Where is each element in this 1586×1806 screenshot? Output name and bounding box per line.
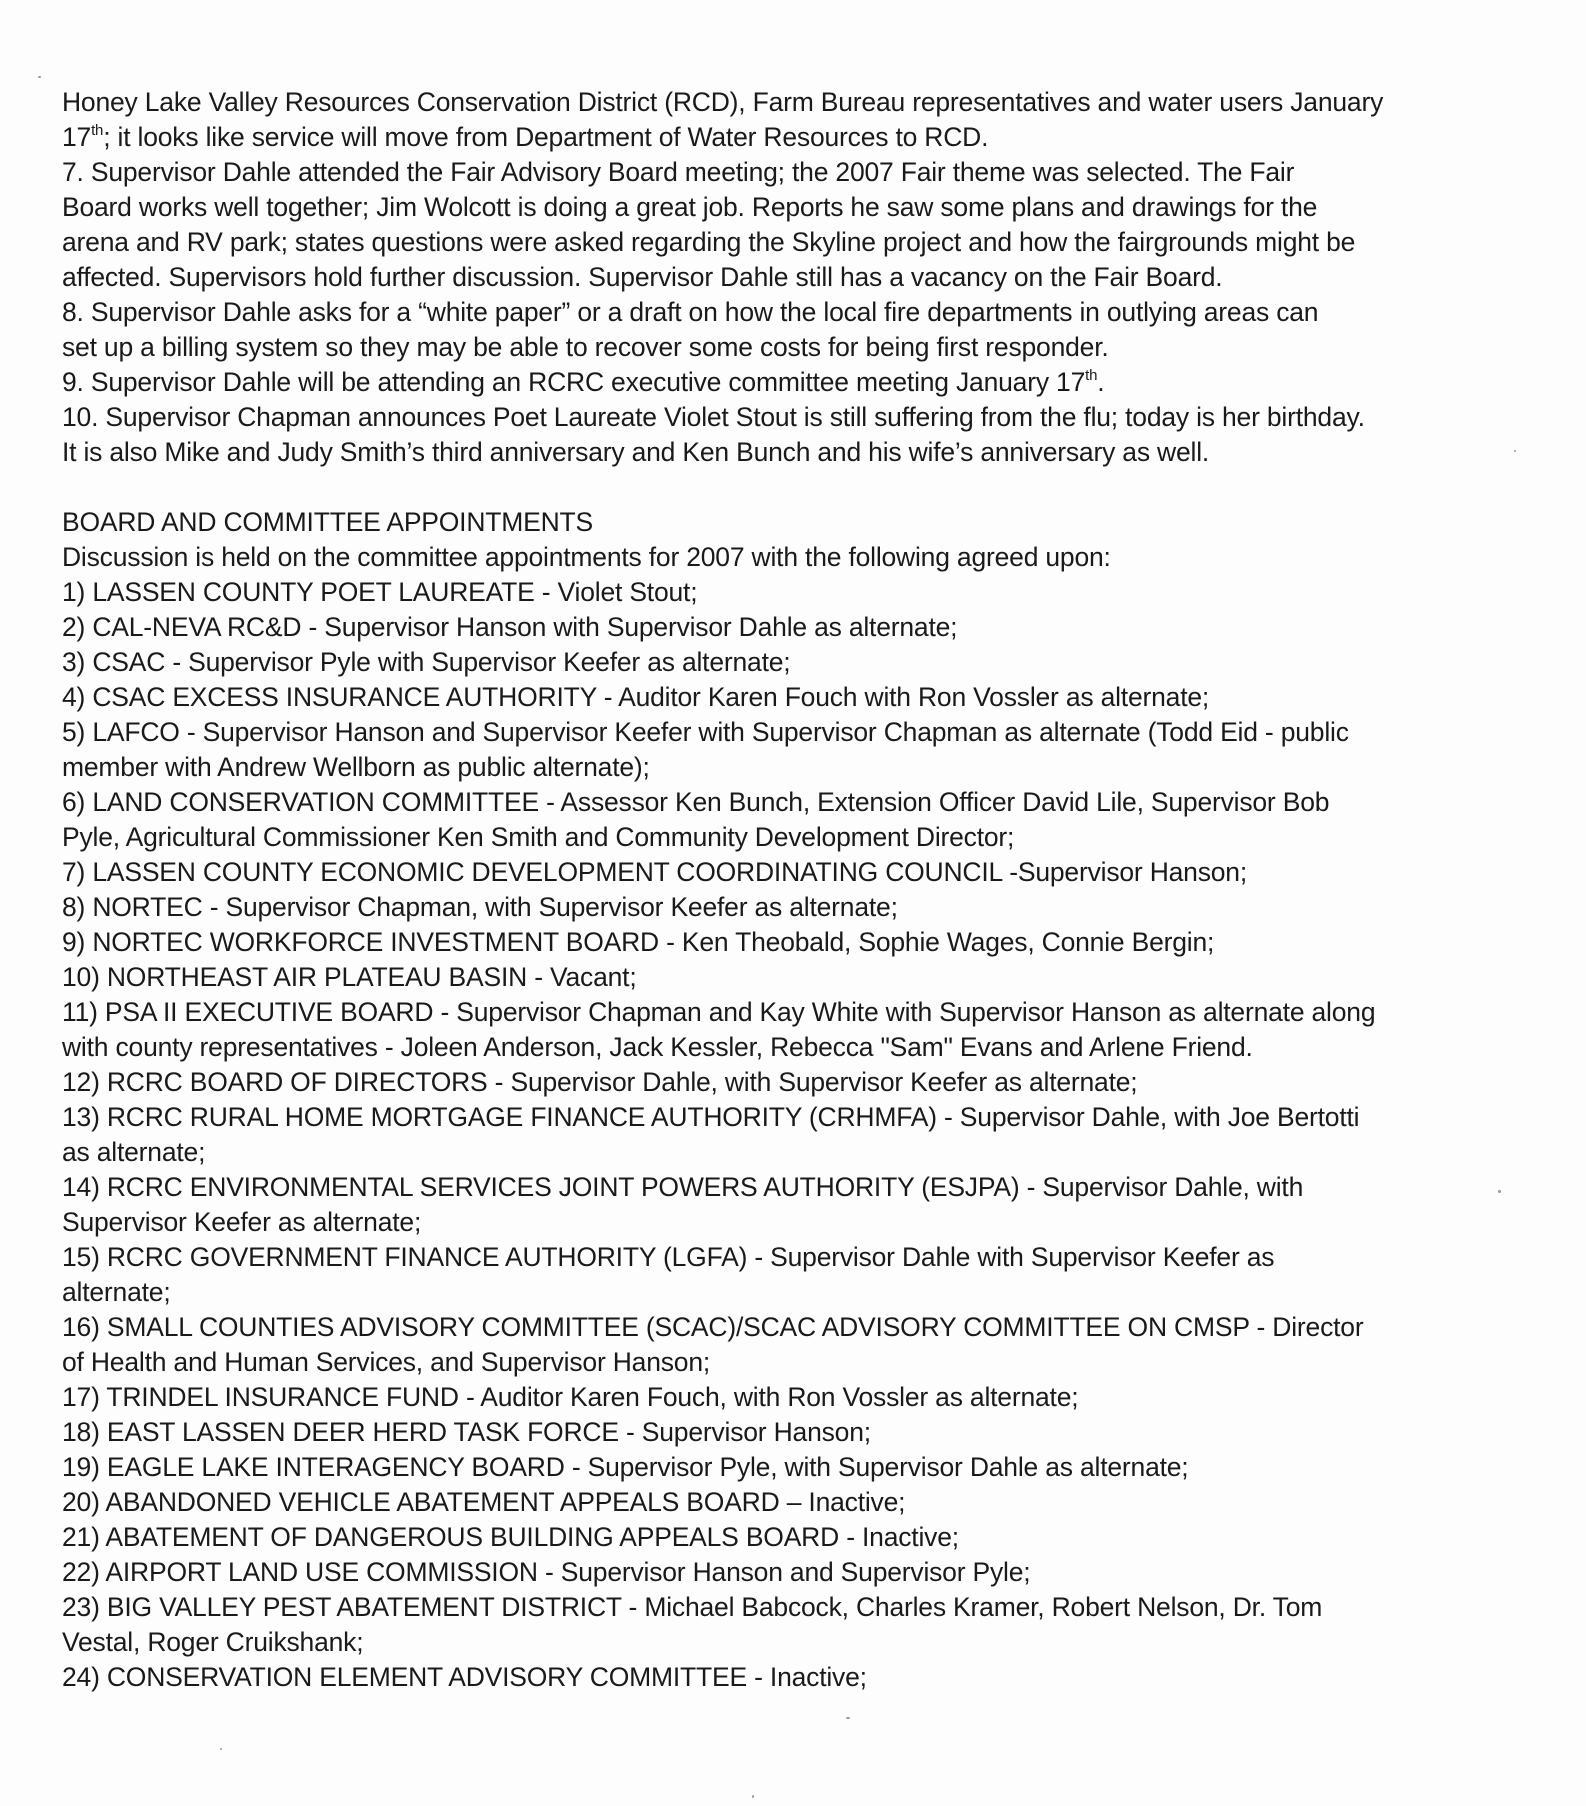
appointments-list (62, 575, 1532, 1695)
scan-speck (1498, 1190, 1501, 1193)
appointment-item (62, 995, 1532, 1065)
section-intro: Discussion is held on the committee appointments for 2007 with the following agreed upon: (62, 542, 1111, 572)
text-line: 8. Supervisor Dahle asks for a “white paper” or a draft on how the local fire departments in outlying areas can (62, 297, 1319, 327)
appointment-item (62, 1520, 1532, 1555)
appointment-item (62, 890, 1532, 925)
text-line: 5) LAFCO - Supervisor Hanson and Supervisor Keefer with Supervisor Chapman as alternate (Todd Eid - public (62, 717, 1349, 747)
superscript: th (1085, 367, 1098, 384)
intro-paragraph (62, 85, 1532, 155)
text-line: 8) NORTEC - Supervisor Chapman, with Supervisor Keefer as alternate; (62, 892, 898, 922)
text-line: 16) SMALL COUNTIES ADVISORY COMMITTEE (SCAC)/SCAC ADVISORY COMMITTEE ON CMSP - Director (62, 1312, 1364, 1342)
text-line: 12) RCRC BOARD OF DIRECTORS - Supervisor Dahle, with Supervisor Keefer as alternate; (62, 1067, 1138, 1097)
text-line: 2) CAL-NEVA RC&D - Supervisor Hanson with Supervisor Dahle as alternate; (62, 612, 958, 642)
text-line: 9) NORTEC WORKFORCE INVESTMENT BOARD - Ken Theobald, Sophie Wages, Connie Bergin; (62, 927, 1215, 957)
text-line: 21) ABATEMENT OF DANGEROUS BUILDING APPEALS BOARD - Inactive; (62, 1522, 959, 1552)
paragraph-gap (62, 470, 1532, 505)
appointment-item (62, 1310, 1532, 1380)
appointment-item (62, 960, 1532, 995)
appointment-item (62, 1660, 1532, 1695)
text-line: Vestal, Roger Cruikshank; (62, 1627, 364, 1657)
appointment-item (62, 1415, 1532, 1450)
text-line: member with Andrew Wellborn as public alternate); (62, 752, 650, 782)
text-line: 22) AIRPORT LAND USE COMMISSION - Supervisor Hanson and Supervisor Pyle; (62, 1557, 1031, 1587)
text-line: as alternate; (62, 1137, 206, 1167)
appointment-item (62, 785, 1532, 855)
text-line: Honey Lake Valley Resources Conservation District (RCD), Farm Bureau representatives and water users January (62, 87, 1384, 117)
appointment-item (62, 715, 1532, 785)
text-line: 4) CSAC EXCESS INSURANCE AUTHORITY - Auditor Karen Fouch with Ron Vossler as alternate; (62, 682, 1210, 712)
text-line: 17) TRINDEL INSURANCE FUND - Auditor Karen Fouch, with Ron Vossler as alternate; (62, 1382, 1079, 1412)
text-line: 13) RCRC RURAL HOME MORTGAGE FINANCE AUTHORITY (CRHMFA) - Supervisor Dahle, with Joe Bertotti (62, 1102, 1360, 1132)
text-line: Supervisor Keefer as alternate; (62, 1207, 422, 1237)
text-line: arena and RV park; states questions were asked regarding the Skyline project and how the fairgrounds might be (62, 227, 1356, 257)
text-line: 9. Supervisor Dahle will be attending an RCRC executive committee meeting January 17th. (62, 367, 1105, 397)
text-line: 20) ABANDONED VEHICLE ABATEMENT APPEALS BOARD – Inactive; (62, 1487, 906, 1517)
appointment-item (62, 645, 1532, 680)
appointment-item (62, 680, 1532, 715)
text-line: 14) RCRC ENVIRONMENTAL SERVICES JOINT POWERS AUTHORITY (ESJPA) - Supervisor Dahle, with (62, 1172, 1304, 1202)
text-line: 15) RCRC GOVERNMENT FINANCE AUTHORITY (LGFA) - Supervisor Dahle with Supervisor Keefer as (62, 1242, 1275, 1272)
item-7 (62, 155, 1532, 295)
document-body (62, 85, 1532, 1695)
text-line: of Health and Human Services, and Supervisor Hanson; (62, 1347, 711, 1377)
appointment-item (62, 1450, 1532, 1485)
text-line: Pyle, Agricultural Commissioner Ken Smith and Community Development Director; (62, 822, 1015, 852)
text-line: set up a billing system so they may be able to recover some costs for being first responder. (62, 332, 1109, 362)
text-line: 7) LASSEN COUNTY ECONOMIC DEVELOPMENT COORDINATING COUNCIL -Supervisor Hanson; (62, 857, 1248, 887)
appointment-item (62, 1240, 1532, 1310)
text-line: 23) BIG VALLEY PEST ABATEMENT DISTRICT - Michael Babcock, Charles Kramer, Robert Nelson, Dr. Tom (62, 1592, 1323, 1622)
text-line: 3) CSAC - Supervisor Pyle with Supervisor Keefer as alternate; (62, 647, 791, 677)
text-line: 7. Supervisor Dahle attended the Fair Advisory Board meeting; the 2007 Fair theme was selected. The Fair (62, 157, 1295, 187)
text-line: affected. Supervisors hold further discussion. Supervisor Dahle still has a vacancy on the Fair Board. (62, 262, 1223, 292)
text-line: 24) CONSERVATION ELEMENT ADVISORY COMMITTEE - Inactive; (62, 1662, 867, 1692)
text-line: It is also Mike and Judy Smith’s third anniversary and Ken Bunch and his wife’s anniversary as well. (62, 437, 1210, 467)
scan-speck (846, 1717, 850, 1719)
superscript: th (91, 122, 104, 139)
text-line: 1) LASSEN COUNTY POET LAUREATE - Violet Stout; (62, 577, 698, 607)
appointment-item (62, 1590, 1532, 1660)
text-line: 18) EAST LASSEN DEER HERD TASK FORCE - Supervisor Hanson; (62, 1417, 871, 1447)
appointment-item (62, 925, 1532, 960)
scan-speck (1514, 450, 1516, 452)
appointment-item (62, 855, 1532, 890)
item-8 (62, 295, 1532, 365)
text-line: 6) LAND CONSERVATION COMMITTEE - Assessor Ken Bunch, Extension Officer David Lile, Supervisor Bob (62, 787, 1330, 817)
item-10 (62, 400, 1532, 470)
appointment-item (62, 1485, 1532, 1520)
text-line: 19) EAGLE LAKE INTERAGENCY BOARD - Supervisor Pyle, with Supervisor Dahle as alternate; (62, 1452, 1189, 1482)
text-line: with county representatives - Joleen Anderson, Jack Kessler, Rebecca "Sam" Evans and Arlene Friend. (62, 1032, 1253, 1062)
appointment-item (62, 1065, 1532, 1100)
scan-speck (220, 1748, 222, 1750)
appointment-item (62, 575, 1532, 610)
text-line: alternate; (62, 1277, 171, 1307)
scan-speck (752, 1795, 754, 1798)
text-line: Board works well together; Jim Wolcott is doing a great job. Reports he saw some plans and drawings for the (62, 192, 1318, 222)
appointment-item (62, 1380, 1532, 1415)
scan-speck (38, 76, 41, 78)
item-9 (62, 365, 1532, 400)
section-heading: BOARD AND COMMITTEE APPOINTMENTS (62, 507, 594, 537)
text-line: 11) PSA II EXECUTIVE BOARD - Supervisor Chapman and Kay White with Supervisor Hanson as alternate along (62, 997, 1376, 1027)
appointment-item (62, 610, 1532, 645)
text-line: 17th; it looks like service will move from Department of Water Resources to RCD. (62, 122, 989, 152)
appointment-item (62, 1170, 1532, 1240)
appointment-item (62, 1100, 1532, 1170)
text-line: 10. Supervisor Chapman announces Poet Laureate Violet Stout is still suffering from the flu; today is her birthday. (62, 402, 1365, 432)
appointment-item (62, 1555, 1532, 1590)
text-line: 10) NORTHEAST AIR PLATEAU BASIN - Vacant; (62, 962, 637, 992)
